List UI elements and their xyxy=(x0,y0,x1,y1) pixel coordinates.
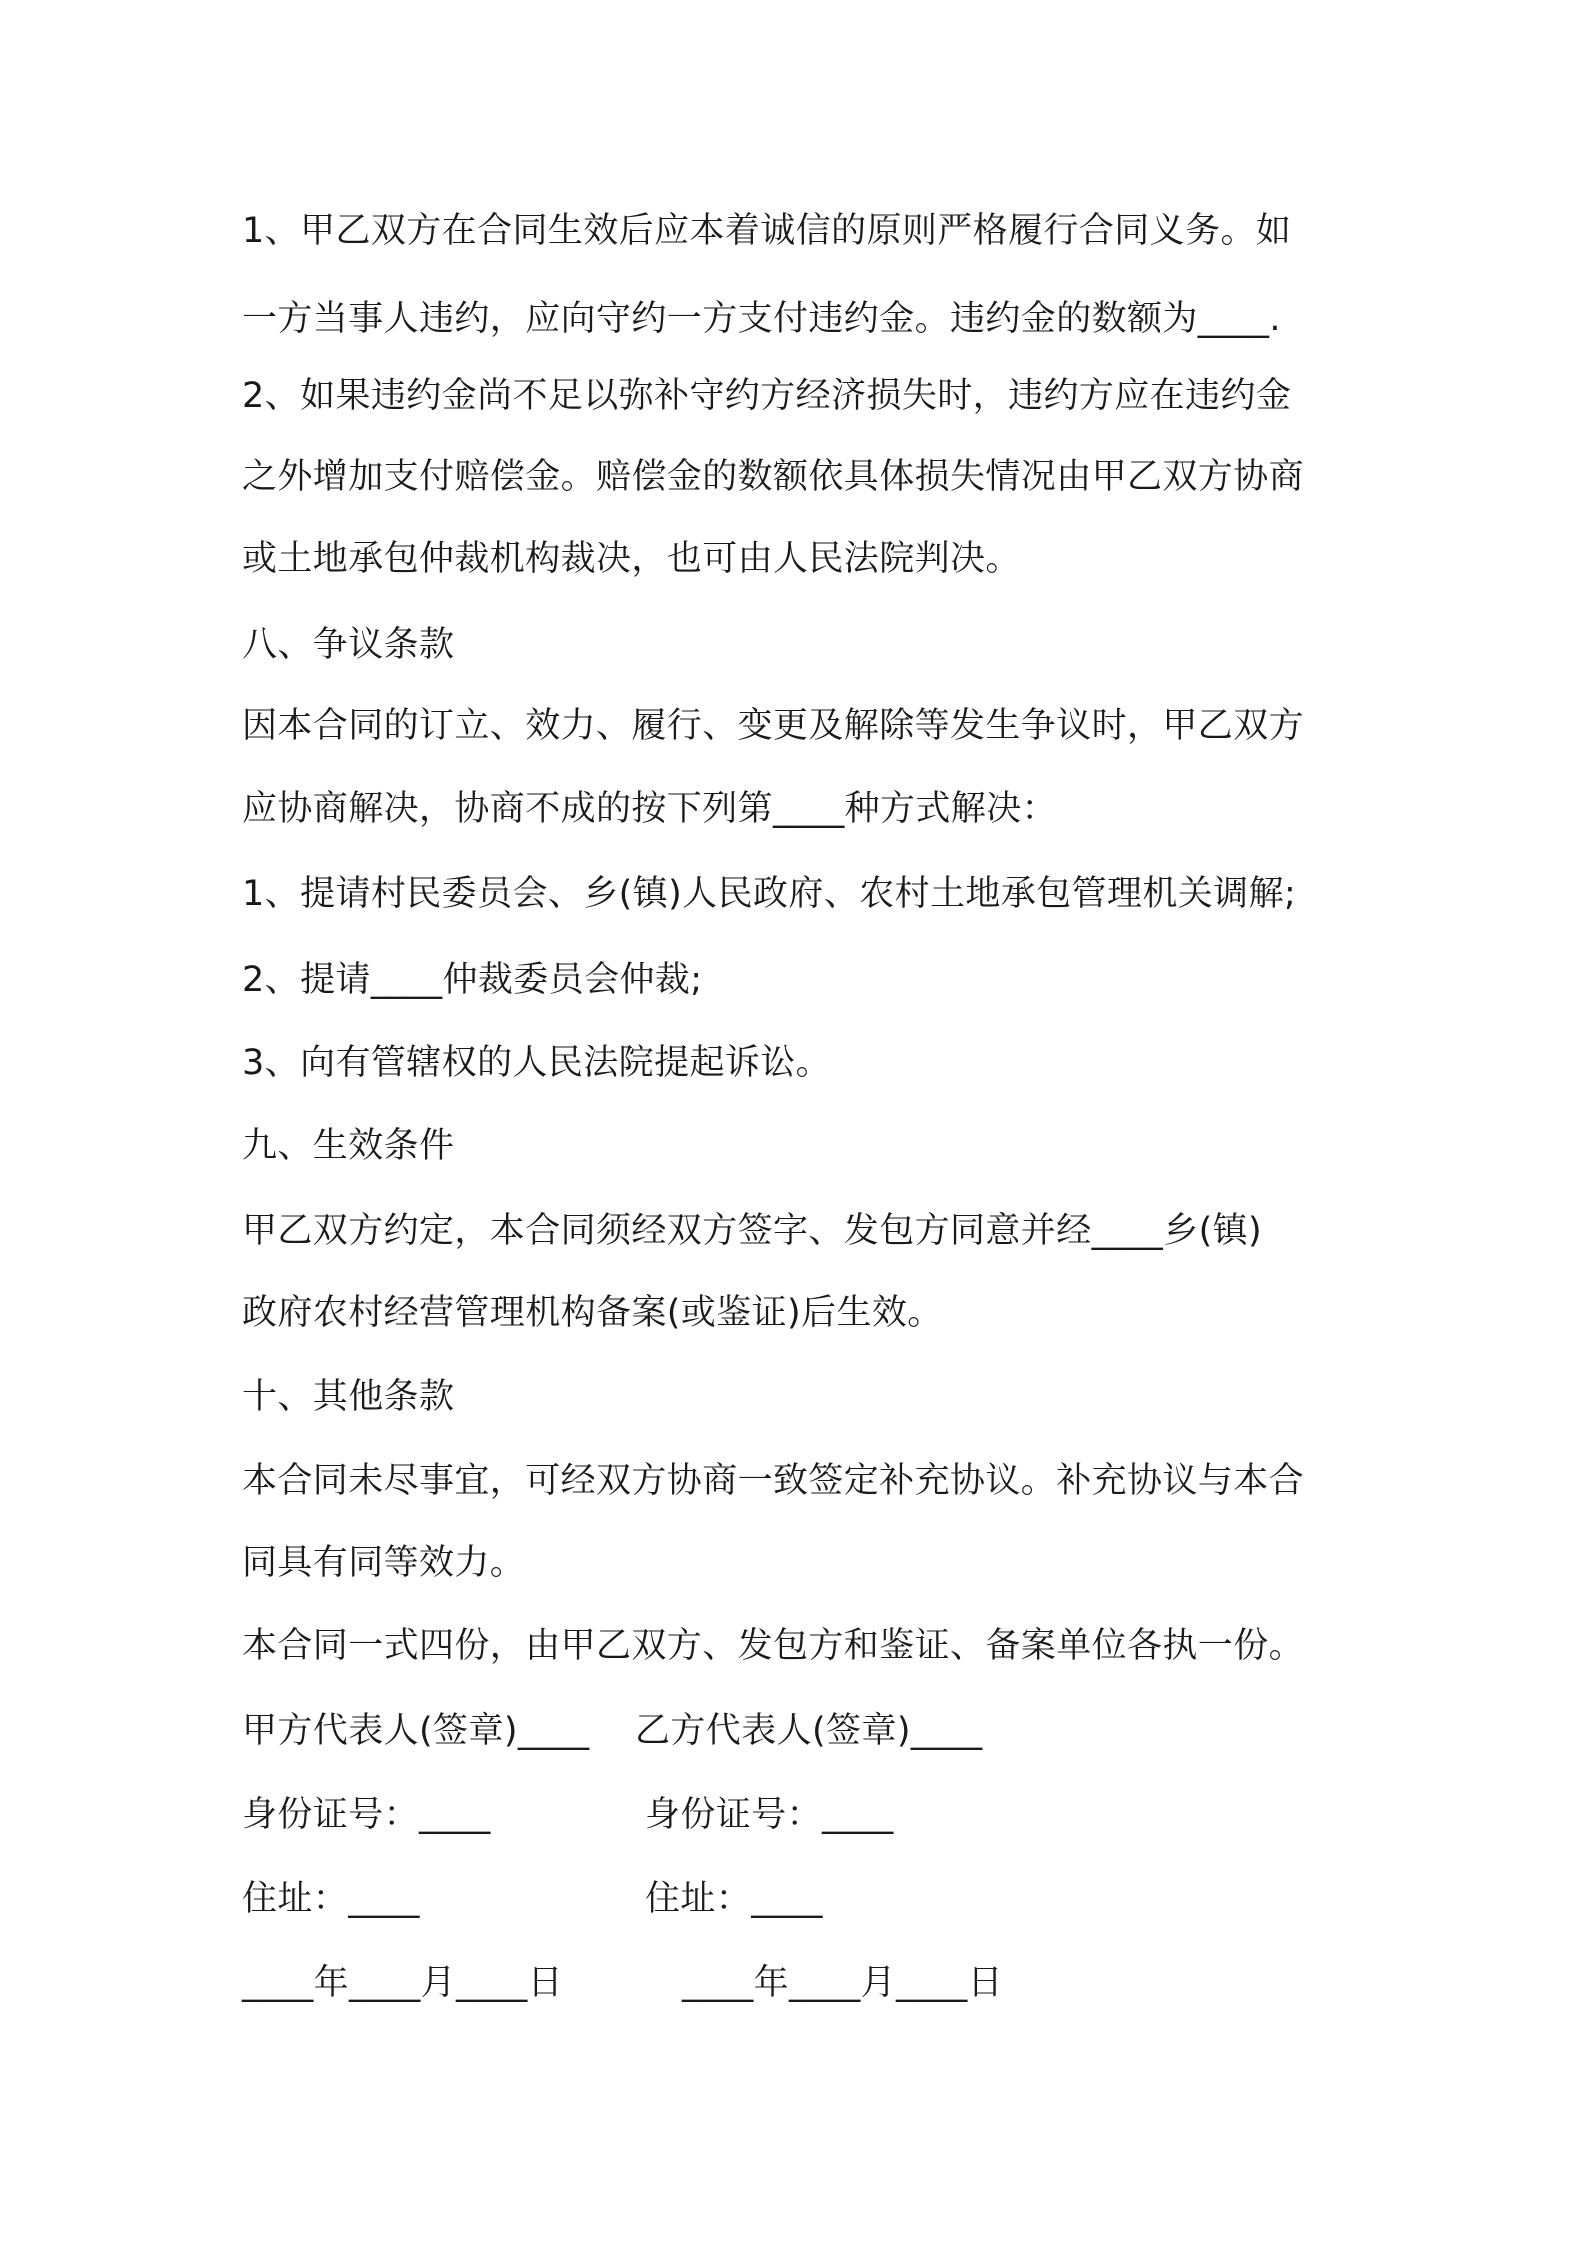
section-heading: 九、生效条件 xyxy=(242,1126,455,1166)
contract-paragraph: 一方当事人违约，应向守约一方支付违约金。违约金的数额为____. xyxy=(242,299,1281,339)
contract-paragraph: 2、如果违约金尚不足以弥补守约方经济损失时，违约方应在违约金 xyxy=(242,376,1292,416)
contract-paragraph: 或土地承包仲裁机构裁决，也可由人民法院判决。 xyxy=(242,539,1021,579)
contract-paragraph: 本合同未尽事宜，可经双方协商一致签定补充协议。补充协议与本合 xyxy=(242,1461,1305,1501)
contract-paragraph: 同具有同等效力。 xyxy=(242,1543,526,1583)
contract-paragraph: 甲乙双方约定，本合同须经双方签字、发包方同意并经____乡(镇) xyxy=(242,1211,1263,1251)
section-heading: 十、其他条款 xyxy=(242,1377,455,1417)
contract-paragraph: 应协商解决，协商不成的按下列第____种方式解决： xyxy=(242,789,1058,829)
contract-paragraph: 1、甲乙双方在合同生效后应本着诚信的原则严格履行合同义务。如 xyxy=(242,211,1292,251)
contract-paragraph: 2、提请____仲裁委员会仲裁; xyxy=(242,960,703,1000)
contract-paragraph: 因本合同的订立、效力、履行、变更及解除等发生争议时，甲乙双方 xyxy=(242,706,1305,746)
party-b-id-number: 身份证号：____ xyxy=(645,1795,894,1835)
party-b-address: 住址：____ xyxy=(645,1879,823,1919)
contract-paragraph: 3、向有管辖权的人民法院提起诉讼。 xyxy=(242,1043,832,1083)
party-b-date: ____年____月____日 xyxy=(682,1963,1004,2003)
party-a-date: ____年____月____日 xyxy=(242,1963,564,2003)
contract-paragraph: 本合同一式四份，由甲乙双方、发包方和鉴证、备案单位各执一份。 xyxy=(242,1626,1305,1666)
party-b-representative: 乙方代表人(签章)____ xyxy=(635,1711,983,1751)
party-a-id-number: 身份证号：____ xyxy=(242,1795,491,1835)
contract-paragraph: 政府农村经营管理机构备案(或鉴证)后生效。 xyxy=(242,1293,943,1333)
section-heading: 八、争议条款 xyxy=(242,625,455,665)
contract-paragraph: 之外增加支付赔偿金。赔偿金的数额依具体损失情况由甲乙双方协商 xyxy=(242,457,1305,497)
party-a-representative: 甲方代表人(签章)____ xyxy=(242,1711,590,1751)
party-a-address: 住址：____ xyxy=(242,1879,420,1919)
contract-paragraph: 1、提请村民委员会、乡(镇)人民政府、农村土地承包管理机关调解; xyxy=(242,874,1297,914)
